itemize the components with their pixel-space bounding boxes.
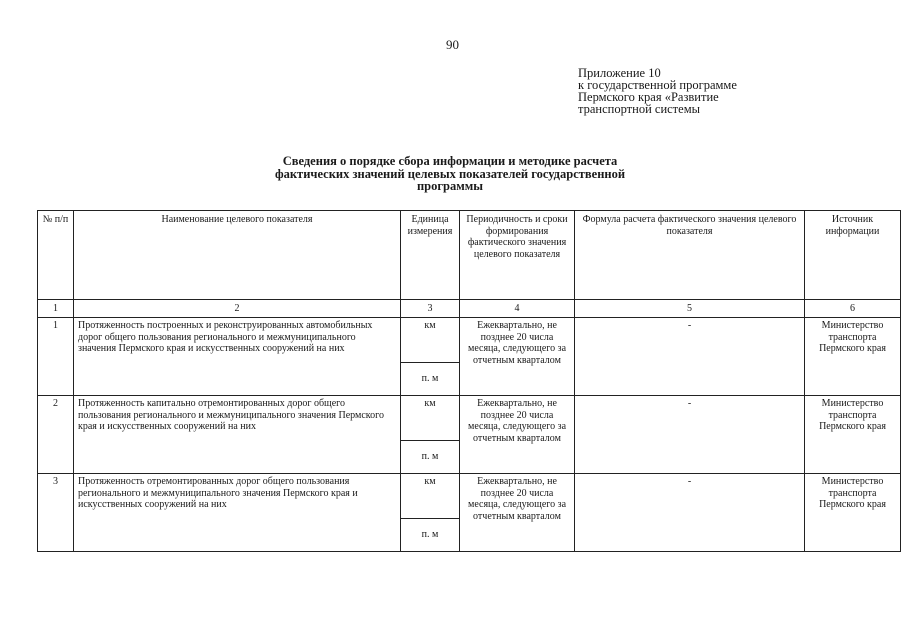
appendix-line: Пермского края «Развитие — [578, 90, 719, 104]
unit-m: п. м — [401, 441, 460, 474]
header-cell-formula: Формула расчета фактического значения целевого показателя — [575, 211, 805, 300]
unit-km: км — [401, 474, 460, 519]
column-number-row — [38, 300, 901, 318]
title-line: программы — [416, 179, 484, 193]
formula: - — [575, 396, 805, 474]
appendix-line: транспортной системы — [578, 102, 700, 116]
page-number: 90 — [446, 37, 459, 52]
info-source: Министерство транспорта Пермского края — [805, 474, 901, 552]
indicator-name: Протяженность отремонтированных дорог общего пользования регионального и межмуниципального значения Пермского края и искусственных сооружений на них — [74, 474, 401, 552]
appendix-note — [578, 67, 737, 115]
column-number: 5 — [575, 300, 805, 318]
header-cell-period: Периодичность и сроки формирования фактического значения целевого показателя — [460, 211, 575, 300]
periodicity: Ежеквартально, не позднее 20 числа месяца, следующего за отчетным кварталом — [460, 474, 575, 552]
column-number: 4 — [460, 300, 575, 318]
appendix-line: Приложение 10 — [578, 66, 661, 80]
column-number: 6 — [805, 300, 901, 318]
column-number: 1 — [38, 300, 74, 318]
title-line: фактических значений целевых показателей государственной — [274, 166, 626, 181]
formula: - — [575, 318, 805, 396]
unit-m: п. м — [401, 519, 460, 552]
info-source: Министерство транспорта Пермского края — [805, 318, 901, 396]
table-row — [38, 474, 901, 519]
appendix-line: к государственной программе — [578, 78, 737, 92]
title-line: Сведения о порядке сбора информации и методике расчета — [282, 154, 618, 168]
unit-m: п. м — [401, 363, 460, 396]
formula: - — [575, 474, 805, 552]
header-cell-number: № п/п — [38, 211, 74, 300]
table-row — [38, 396, 901, 441]
indicator-name: Протяженность построенных и реконструированных автомобильных дорог общего пользования регионального и межмуниципального значения Пермского края и искусственных сооружений на них — [74, 318, 401, 396]
column-number: 3 — [401, 300, 460, 318]
unit-km: км — [401, 396, 460, 441]
info-source: Министерство транспорта Пермского края — [805, 396, 901, 474]
indicators-table — [37, 210, 901, 552]
row-number: 3 — [38, 474, 74, 552]
header-cell-source: Источник информации — [805, 211, 901, 300]
header-cell-name: Наименование целевого показателя — [74, 211, 401, 300]
periodicity: Ежеквартально, не позднее 20 числа месяца, следующего за отчетным кварталом — [460, 396, 575, 474]
header-cell-unit: Единица измерения — [401, 211, 460, 300]
column-number: 2 — [74, 300, 401, 318]
table-row — [38, 318, 901, 363]
row-number: 1 — [38, 318, 74, 396]
table-header-row — [38, 211, 901, 300]
document-title — [200, 155, 700, 193]
indicator-name: Протяженность капитально отремонтированных дорог общего пользования регионального и межмуниципального значения Пермского края и искусственных сооружений на них — [74, 396, 401, 474]
unit-km: км — [401, 318, 460, 363]
periodicity: Ежеквартально, не позднее 20 числа месяца, следующего за отчетным кварталом — [460, 318, 575, 396]
row-number: 2 — [38, 396, 74, 474]
